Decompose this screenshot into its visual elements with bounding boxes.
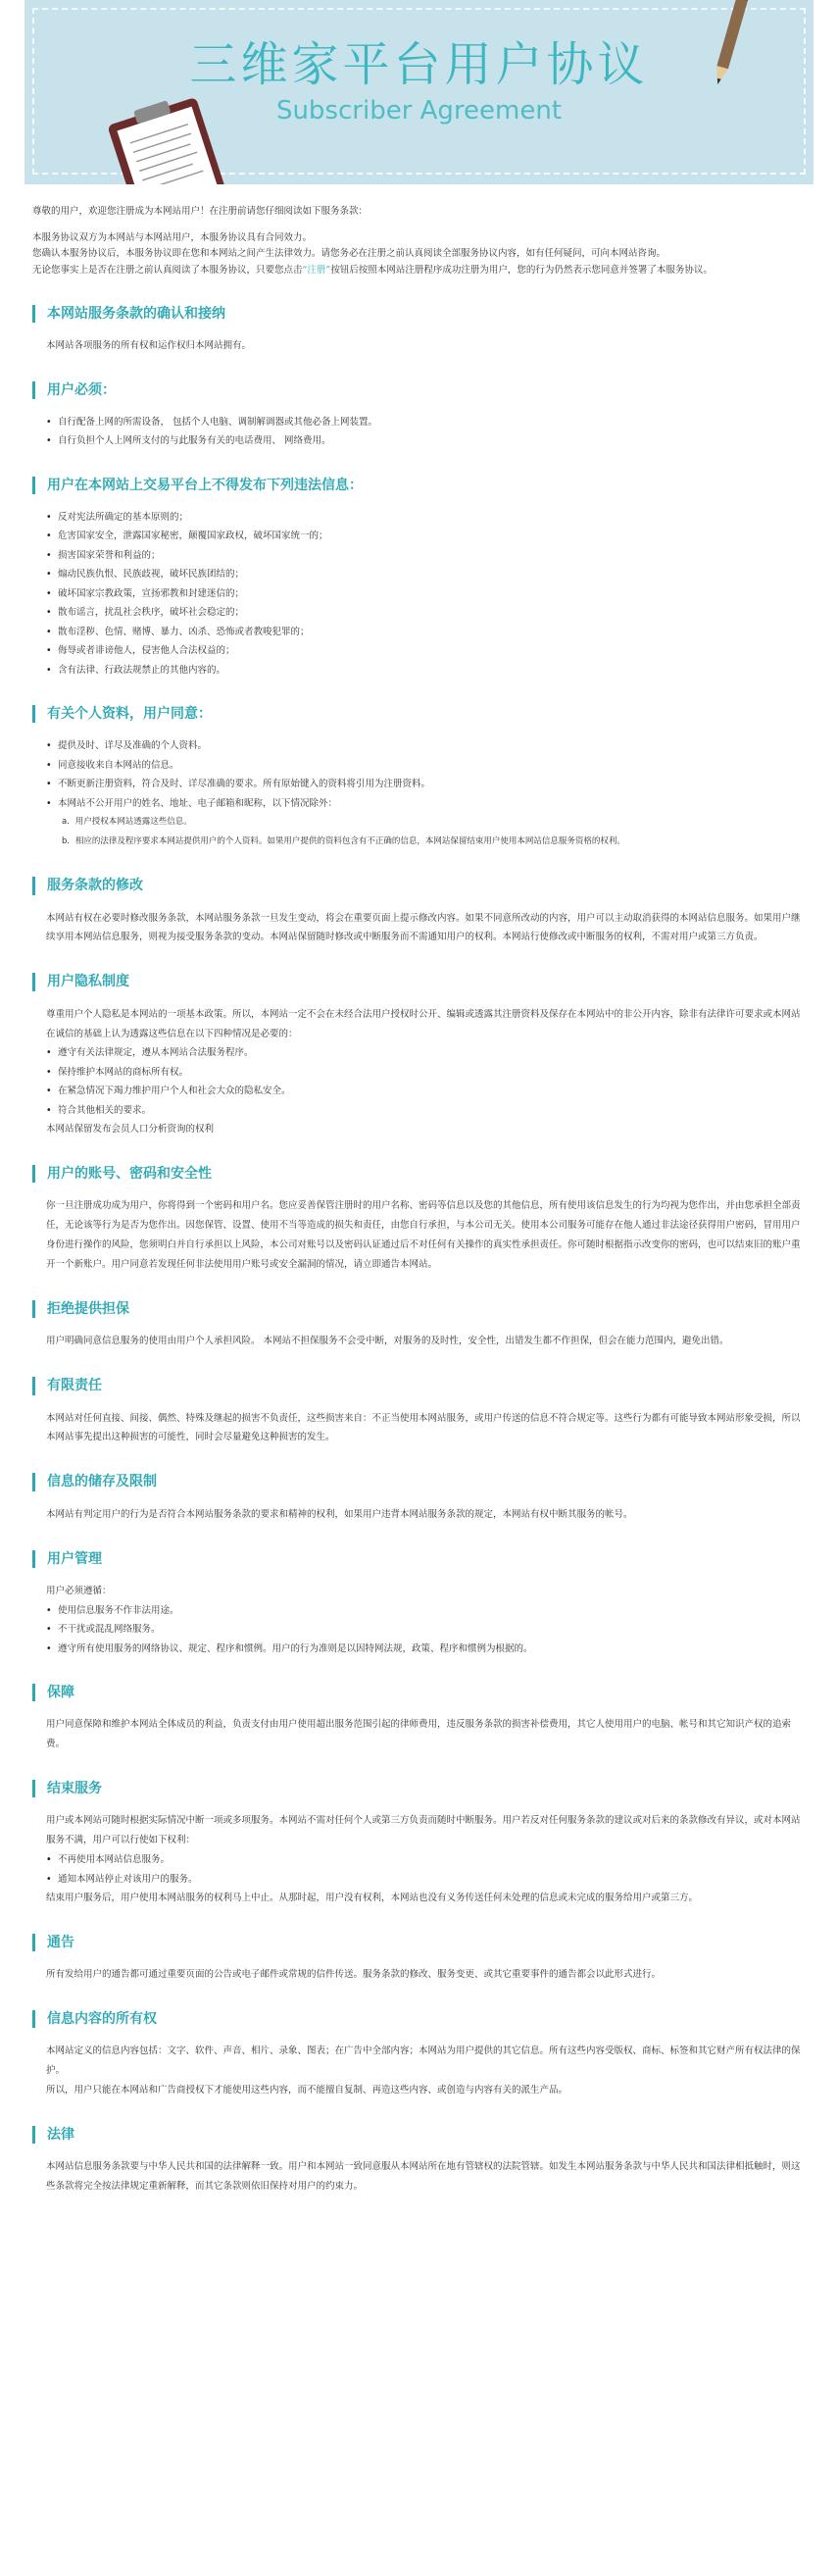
list-item: • 提供及时、详尽及准确的个人资料。 — [46, 736, 807, 755]
list-item: • 遵守有关法律规定，遵从本网站合法服务程序。 — [46, 1043, 807, 1062]
list-item: • 散布谣言，扰乱社会秩序，破坏社会稳定的； — [46, 603, 807, 622]
list-item: • 不干扰或混乱网络服务。 — [46, 1620, 807, 1639]
bullet-list — [32, 1850, 807, 1889]
sub-item: a．用户授权本网站透露这些信息。 — [62, 817, 192, 828]
intro — [32, 204, 807, 279]
page-title: 三维家平台用户协议 — [189, 37, 649, 92]
section-paragraph: 用户必须遵循： — [46, 1585, 112, 1596]
section-title: 结束服务 — [32, 1780, 807, 1797]
agreement-section — [32, 973, 807, 1139]
list-item: • 侮辱或者诽谤他人，侵害他人合法权益的； — [46, 641, 807, 660]
intro-greeting: 尊敬的用户，欢迎您注册成为本网站用户！在注册前请您仔细阅读如下服务条款： — [32, 206, 369, 217]
list-item: • 不断更新注册资料，符合及时、详尽准确的要求。所有原始键入的资料将引用为注册资料。 — [46, 775, 807, 793]
section-paragraph: 本网站对任何直接、间接、偶然、特殊及继起的损害不负责任，这些损害来自：不正当使用本网站服务，或用户传送的信息不符合规定等。这些行为都有可能导致本网站形象受损，所以本网站事先提出这种损害的可能性，同时会尽量避免这种损害的发生。 — [46, 1412, 801, 1443]
agreement-section — [32, 705, 807, 851]
agreement-section — [32, 2126, 807, 2197]
bullet-list — [32, 413, 807, 451]
agreement-section — [32, 1780, 807, 1908]
section-note: 结束用户服务后，用户使用本网站服务的权利马上中止。从那时起，用户没有权利，本网站也没有义务传送任何未处理的信息或未完成的服务给用户或第三方。 — [46, 1893, 699, 1904]
section-paragraph: 本网站定义的信息内容包括：文字、软件、声音、相片、录象、图表；在广告中全部内容；本网站为用户提供的其它信息。所有这些内容受版权、商标、标签和其它财产所有权法律的保护。 — [46, 2046, 801, 2077]
agreement-section — [32, 1473, 807, 1524]
section-title: 信息内容的所有权 — [32, 2010, 807, 2028]
agreement-section — [32, 477, 807, 680]
section-title: 通告 — [32, 1934, 807, 1951]
agreement-section — [32, 1550, 807, 1659]
section-title: 有限责任 — [32, 1377, 807, 1394]
agreement-section — [32, 2010, 807, 2100]
sub-item: b．相应的法律及程序要求本网站提供用户的个人资料。如果用户提供的资料包含有不正确的信息，本网站保留结束用户使用本网站信息服务资格的权利。 — [62, 835, 625, 846]
agreement-content — [32, 204, 807, 2197]
section-title: 本网站服务条款的确认和接纳 — [32, 305, 807, 323]
list-item: • 本网站不公开用户的姓名、地址、电子邮箱和昵称，以下情况除外： — [46, 794, 807, 813]
section-title: 信息的储存及限制 — [32, 1473, 807, 1490]
list-item: • 自行负担个人上网所支付的与此服务有关的电话费用、 网络费用。 — [46, 431, 807, 450]
section-title: 用户的账号、密码和安全性 — [32, 1165, 807, 1183]
section-paragraph: 本网站有判定用户的行为是否符合本网站服务条款的要求和精神的权利，如果用户违背本网站服务条款的规定，本网站有权中断其服务的帐号。 — [46, 1508, 633, 1520]
bullet-list — [32, 508, 807, 680]
agreement-section — [32, 1377, 807, 1447]
list-item: • 通知本网站停止对该用户的服务。 — [46, 1870, 807, 1889]
agreement-section — [32, 381, 807, 451]
section-paragraph: 所以，用户只能在本网站和广告商授权下才能使用这些内容，而不能擅自复制、再造这些内容、或创造与内容有关的派生产品。 — [46, 2085, 568, 2096]
list-item: • 危害国家安全，泄露国家秘密，颠覆国家政权，破坏国家统一的； — [46, 527, 807, 545]
section-title: 拒绝提供担保 — [32, 1300, 807, 1318]
section-title: 有关个人资料，用户同意： — [32, 705, 807, 723]
section-title: 用户在本网站上交易平台上不得发布下列违法信息： — [32, 477, 807, 494]
list-item: • 同意接收来自本网站的信息。 — [46, 756, 807, 775]
section-paragraph: 你一旦注册成功成为用户，你将得到一个密码和用户名。您应妥善保管注册时的用户名称、密码等信息以及您的其他信息，所有使用该信息发生的行为均视为您作出，并由您承担全部责任，无论该等行为是否为您作出。因您保管、设置、使用不当等造成的损失和责任，由您自行承担，与本公司无关。使用本公司服务可能存在他人通过非法途径获得用户密码，冒用用户身份进行操作的风险，您须明白并自行承担以上风险，本公司对账号以及密码认证通过后不对任何有关操作的真实性承担责任。你可随时根据指示改变你的密码，也可以结束旧的账户重开一个新账户。用户同意若发现任何非法使用用户账号或安全漏洞的情况，请立即通告本网站。 — [46, 1200, 801, 1271]
section-paragraph: 所有发给用户的通告都可通过重要页面的公告或电子邮件或常规的信件传送。服务条款的修改、服务变更、或其它重要事件的通告都会以此形式进行。 — [46, 1969, 662, 1981]
agreement-section — [32, 1300, 807, 1351]
list-item: • 自行配备上网的所需设备， 包括个人电脑、调制解调器或其他必备上网装置。 — [46, 413, 807, 431]
list-item: • 在紧急情况下竭力维护用户个人和社会大众的隐私安全。 — [46, 1082, 807, 1100]
section-title: 用户必须： — [32, 381, 807, 399]
list-item: • 反对宪法所确定的基本原则的； — [46, 508, 807, 527]
agreement-section — [32, 1684, 807, 1754]
list-item: • 使用信息服务不作非法用途。 — [46, 1601, 807, 1620]
sections-container — [32, 305, 807, 2197]
intro-paragraph: 本服务协议双方为本网站与本网站用户，本服务协议具有合同效力。 — [32, 231, 313, 243]
list-item: • 散布淫秽、色情、赌博、暴力、凶杀、恐怖或者教唆犯罪的； — [46, 623, 807, 641]
agreement-section — [32, 877, 807, 947]
section-title: 保障 — [32, 1684, 807, 1701]
list-item: • 保持维护本网站的商标所有权。 — [46, 1063, 807, 1082]
agreement-section — [32, 305, 807, 356]
section-paragraph: 用户或本网站可随时根据实际情况中断一项或多项服务。本网站不需对任何个人或第三方负责而随时中断服务。用户若反对任何服务条款的建议或对后来的条款修改有异议，或对本网站服务不满，用户可以行使如下权利： — [46, 1815, 801, 1846]
section-paragraph: 尊重用户个人隐私是本网站的一项基本政策。所以，本网站一定不会在未经合法用户授权时公开、编辑或透露其注册资料及保存在本网站中的非公开内容，除非有法律许可要求或本网站在诚信的基础上认为透露这些信息在以下四种情况是必要的： — [46, 1008, 801, 1039]
section-note: 本网站保留发布会员人口分析资询的权利 — [46, 1124, 215, 1136]
list-item: • 损害国家荣誉和利益的； — [46, 546, 807, 565]
section-title: 用户管理 — [32, 1550, 807, 1568]
list-item: • 破坏国家宗教政策，宣扬邪教和封建迷信的； — [46, 584, 807, 603]
section-paragraph: 本网站信息服务条款要与中华人民共和国的法律解释一致。用户和本网站一致同意服从本网站所在地有管辖权的法院管辖。如发生本网站服务条款与中华人民共和国法律相抵触时，则这些条款将完全按法律规定重新解释，而其它条款则依旧保持对用户的约束力。 — [46, 2161, 801, 2193]
section-paragraph: 用户同意保障和维护本网站全体成员的利益，负责支付由用户使用超出服务范围引起的律师费用，违反服务条款的损害补偿费用，其它人使用用户的电脑、帐号和其它知识产权的追索费。 — [46, 1719, 792, 1750]
bullet-list — [32, 1043, 807, 1120]
list-item: • 遵守所有使用服务的网络协议、规定、程序和惯例。用户的行为准则是以因特网法规，政策、程序和惯例为根据的。 — [46, 1640, 807, 1658]
list-item: • 不再使用本网站信息服务。 — [46, 1850, 807, 1869]
agreement-section — [32, 1934, 807, 1985]
bullet-list — [32, 1601, 807, 1658]
section-paragraph: 用户明确同意信息服务的使用由用户个人承担风险。 本网站不担保服务不会受中断，对服务的及时性，安全性，出错发生都不作担保，但会在能力范围内，避免出错。 — [46, 1336, 729, 1347]
section-paragraph: 本网站各项服务的所有权和运作权归本网站拥有。 — [46, 339, 252, 351]
list-item: • 符合其他相关的要求。 — [46, 1101, 807, 1120]
list-item: • 煽动民族仇恨、民族歧视，破坏民族团结的； — [46, 565, 807, 583]
register-link[interactable]: “注册” — [302, 264, 331, 276]
section-paragraph: 本网站有权在必要时修改服务条款，本网站服务条款一旦发生变动，将会在重要页面上提示修改内容。如果不同意所改动的内容，用户可以主动取消获得的本网站信息服务。如果用户继续享用本网站信息服务，则视为接受服务条款的变动。本网站保留随时修改或中断服务而不需通知用户的权利。本网站行使修改或中断服务的权利，不需对用户或第三方负责。 — [46, 912, 801, 943]
page-subtitle: Subscriber Agreement — [275, 96, 563, 126]
intro-paragraph: 您确认本服务协议后，本服务协议即在您和本网站之间产生法律效力。请您务必在注册之前认真阅读全部服务协议内容，如有任何疑问，可向本网站咨询。 — [32, 248, 666, 260]
list-item: • 含有法律、行政法规禁止的其他内容的。 — [46, 661, 807, 680]
intro-paragraph: 无论您事实上是否在注册之前认真阅读了本服务协议，只要您点击“注册”按钮后按照本网站注册程序成功注册为用户，您的行为仍然表示您同意并签署了本服务协议。 — [32, 264, 713, 276]
section-title: 法律 — [32, 2126, 807, 2144]
section-title: 用户隐私制度 — [32, 973, 807, 990]
section-title: 服务条款的修改 — [32, 877, 807, 894]
bullet-list — [32, 736, 807, 813]
header-banner — [25, 0, 813, 184]
agreement-section — [32, 1165, 807, 1275]
